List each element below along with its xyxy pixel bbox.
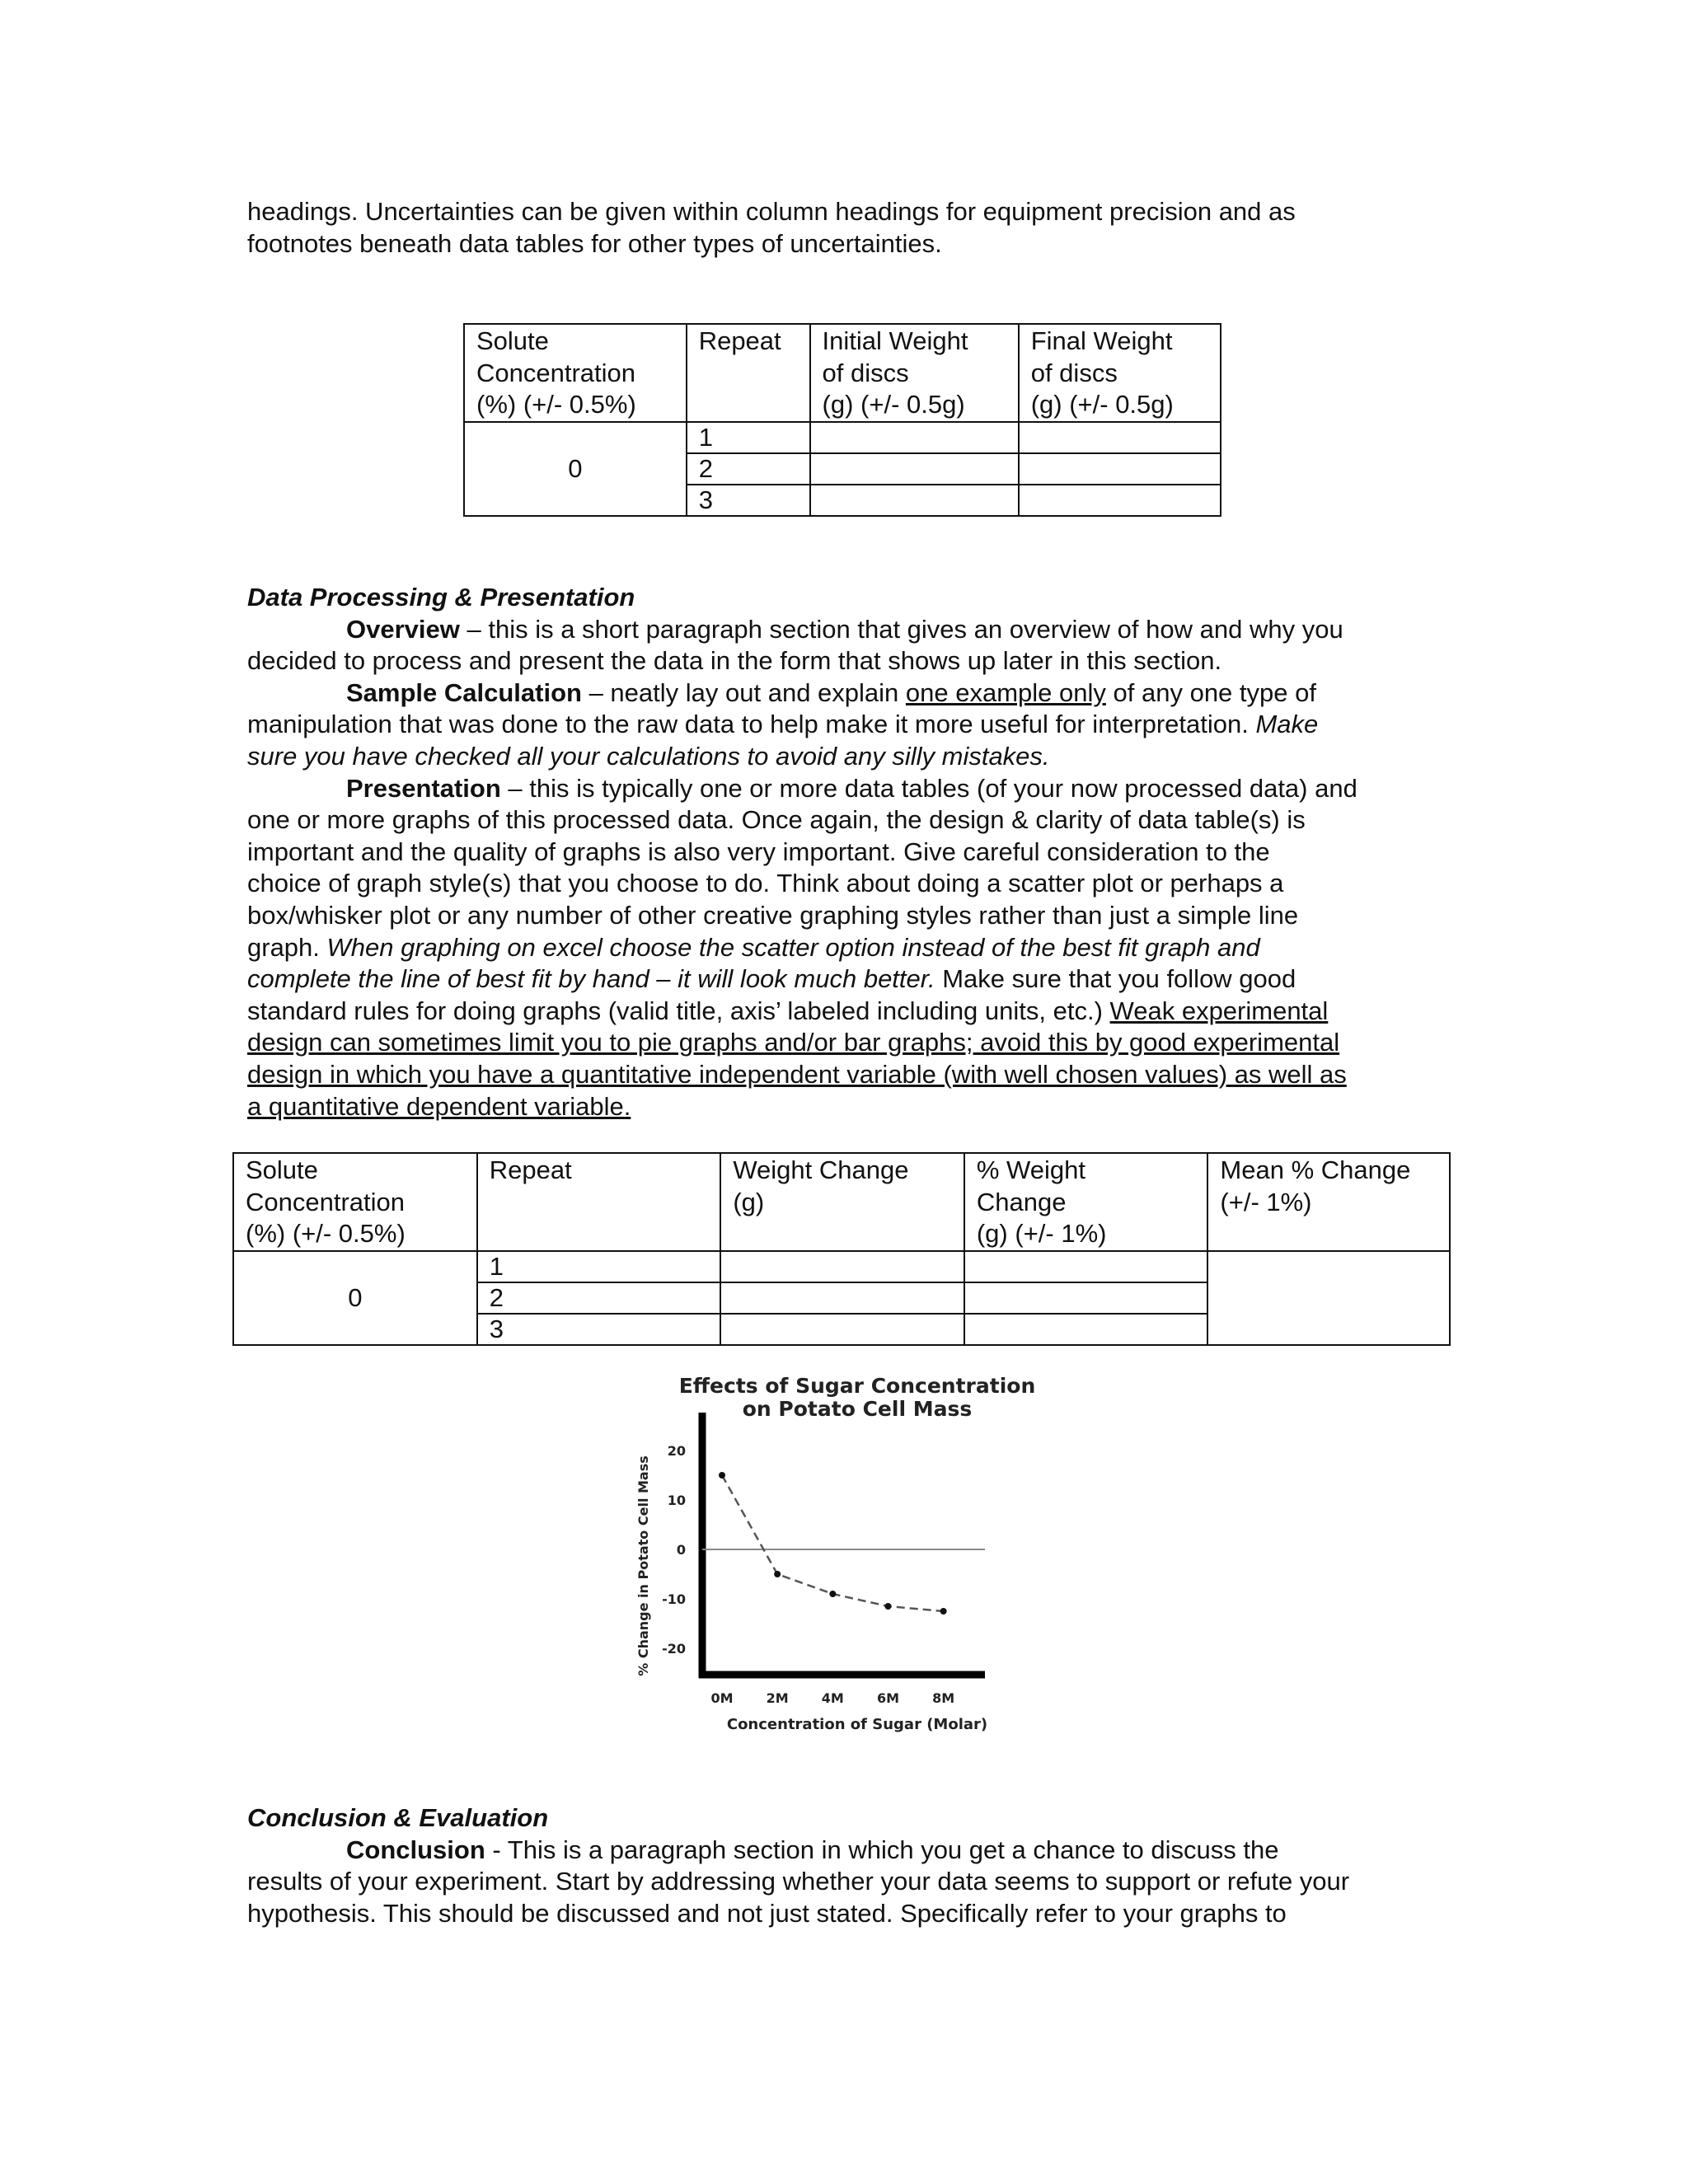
repeat-cell: 3 xyxy=(477,1314,721,1345)
chart-title-line-2: on Potato Cell Mass xyxy=(742,1397,973,1421)
header-repeat: Repeat xyxy=(477,1153,721,1251)
weight-change-cell xyxy=(720,1251,964,1282)
chart-x-tick-label: 6M xyxy=(876,1690,900,1706)
chart-marks xyxy=(662,1413,985,1706)
section-heading-processing: Data Processing & Presentation xyxy=(247,583,635,612)
chart-data-point xyxy=(774,1571,781,1577)
chart-data-point xyxy=(719,1472,725,1479)
chart-y-tick-label: -20 xyxy=(662,1641,686,1657)
initial-weight-cell xyxy=(810,453,1019,485)
chart-y-tick-label: 20 xyxy=(667,1443,686,1459)
repeat-cell: 1 xyxy=(687,422,810,453)
final-weight-cell xyxy=(1019,485,1221,516)
header-solute-concentration: Solute Concentration (%) (+/- 0.5%) xyxy=(464,324,687,422)
table-row xyxy=(464,422,1221,453)
intro-line-2: footnotes beneath data tables for other types of uncertainties. xyxy=(247,228,942,258)
processed-data-table xyxy=(232,1152,1451,1346)
repeat-cell: 1 xyxy=(477,1251,721,1282)
final-weight-cell xyxy=(1019,422,1221,453)
percent-weight-change-cell xyxy=(964,1314,1208,1345)
table-row xyxy=(233,1251,1450,1282)
processing-section: Data Processing & Presentation Overview – this is a short paragraph section that gives an overview of how and why you decided to process and present the data in the form that shows up later in this section. Sample Calculation – neatly lay out and explain one example only of any one type of manipulation that was done to the raw data to help make it more useful for interpretation. Make sure you have checked all your calculations to avoid any silly mistakes. Presentation – this is typically one or more data tables (of your now processed data) and one or more graphs of this processed data. Once again, the design & clarity of data table(s) is important and the quality of graphs is also very important. Give careful consideration to the choice of graph style(s) that you choose to do. Think about doing a scatter plot or perhaps a box/whisker plot or any number of other creative graphing styles rather than just a simple line graph. When graphing on excel choose the scatter option instead of the best fit graph and complete the line of best fit by hand – it will look much better. Make sure that you follow good standard rules for doing graphs (valid title, axis’ labeled including units, etc.) Weak experimental design can sometimes limit you to pie graphs and/or bar graphs; avoid this by good experimental design in which you have a quantitative independent variable (with well chosen values) as well as a quantitative dependent variable. xyxy=(247,583,1357,1121)
header-final-weight: Final Weight of discs (g) (+/- 0.5g) xyxy=(1019,324,1221,422)
sample-calculation-term: Sample Calculation xyxy=(346,677,582,707)
intro-paragraph xyxy=(247,196,1451,260)
chart-x-tick-label: 0M xyxy=(710,1690,734,1706)
header-solute-concentration: Solute Concentration (%) (+/- 0.5%) xyxy=(233,1153,477,1251)
initial-weight-cell xyxy=(810,422,1019,453)
intro-line-1: headings. Uncertainties can be given within column headings for equipment precision and as xyxy=(247,197,1296,226)
chart-title-line-1: Effects of Sugar Concentration xyxy=(678,1374,1036,1398)
initial-weight-cell xyxy=(810,485,1019,516)
header-mean-percent-change: Mean % Change (+/- 1%) xyxy=(1207,1153,1450,1251)
raw-data-table xyxy=(463,323,1221,517)
chart-data-point xyxy=(829,1591,836,1597)
chart-x-axis-label: Concentration of Sugar (Molar) xyxy=(726,1716,988,1733)
chart-y-tick-label: 10 xyxy=(667,1493,686,1508)
chart-y-tick-label: 0 xyxy=(676,1542,686,1558)
concentration-cell: 0 xyxy=(464,422,687,516)
chart-data-point xyxy=(940,1608,947,1615)
header-repeat: Repeat xyxy=(687,324,810,422)
conclusion-term: Conclusion xyxy=(346,1835,485,1864)
section-heading-conclusion: Conclusion & Evaluation xyxy=(247,1803,549,1832)
presentation-term: Presentation xyxy=(346,773,501,803)
conclusion-section: Conclusion & Evaluation Conclusion - This is a paragraph section in which you get a chance to discuss the results of your experiment. Start by addressing whether your data seems to support or refute your hypothesis. This should be discussed and not just stated. Specifically refer to your graphs to xyxy=(247,1803,1350,1928)
table-header-row xyxy=(464,324,1221,422)
chart-data-point xyxy=(884,1603,891,1610)
chart-x-tick-label: 2M xyxy=(766,1690,789,1706)
table-header-row xyxy=(233,1153,1450,1251)
repeat-cell: 3 xyxy=(687,485,810,516)
concentration-cell: 0 xyxy=(233,1251,477,1345)
chart-y-tick-label: -10 xyxy=(662,1591,686,1607)
percent-weight-change-cell xyxy=(964,1251,1208,1282)
percent-weight-change-cell xyxy=(964,1282,1208,1314)
header-weight-change: Weight Change (g) xyxy=(720,1153,964,1251)
overview-term: Overview xyxy=(346,614,460,644)
chart-x-tick-label: 8M xyxy=(932,1690,955,1706)
mean-percent-change-cell xyxy=(1207,1251,1450,1345)
header-initial-weight: Initial Weight of discs (g) (+/- 0.5g) xyxy=(810,324,1019,422)
chart-x-tick-label: 4M xyxy=(821,1690,844,1706)
weight-change-cell xyxy=(720,1282,964,1314)
sugar-concentration-chart xyxy=(610,1368,1039,1755)
repeat-cell: 2 xyxy=(687,453,810,485)
chart-y-axis-label: % Change in Potato Cell Mass xyxy=(635,1455,651,1676)
final-weight-cell xyxy=(1019,453,1221,485)
weight-change-cell xyxy=(720,1314,964,1345)
header-percent-weight-change: % Weight Change (g) (+/- 1%) xyxy=(964,1153,1208,1251)
repeat-cell: 2 xyxy=(477,1282,721,1314)
